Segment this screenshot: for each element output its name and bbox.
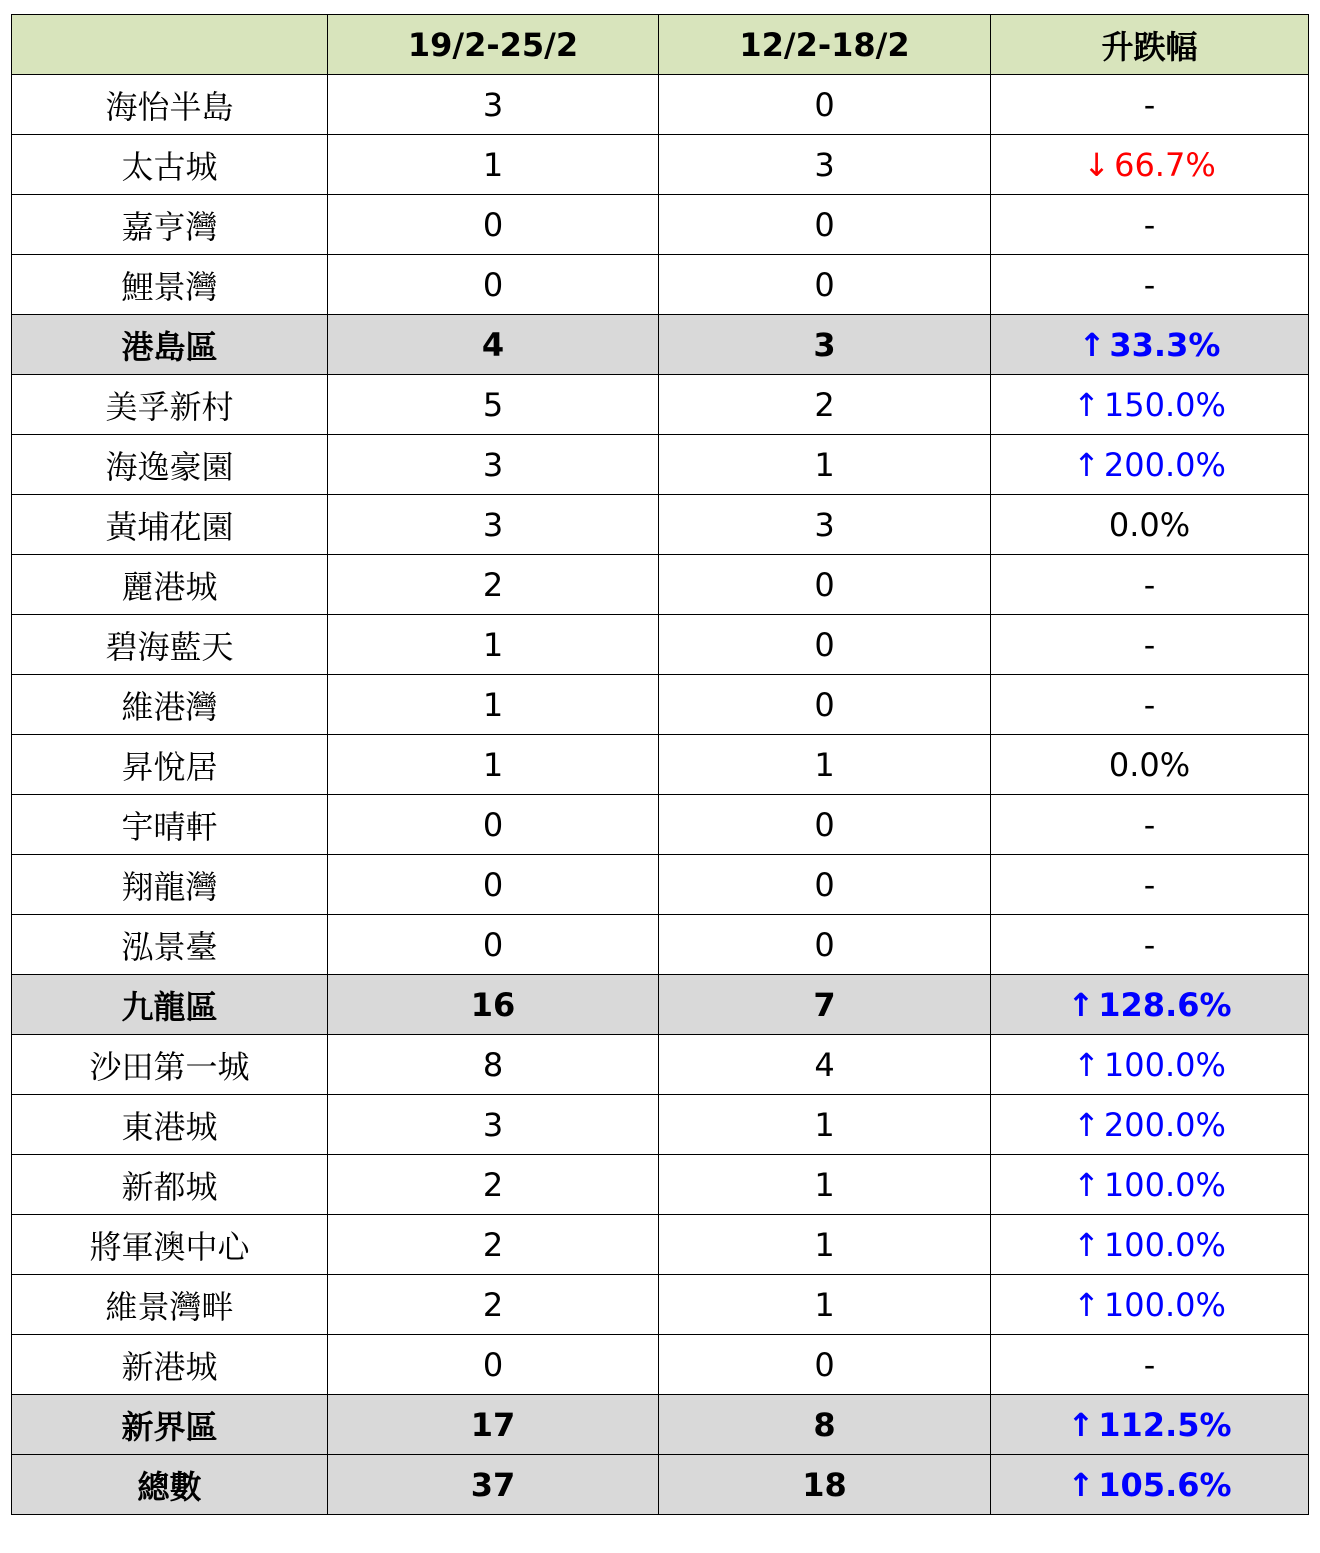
current-week-count: 5 [328, 375, 659, 435]
estate-name: 將軍澳中心 [12, 1215, 328, 1275]
change-value: - [1143, 205, 1156, 244]
change-value: 150.0% [1103, 385, 1226, 424]
previous-week-count: 1 [659, 1095, 991, 1155]
change-cell [991, 1035, 1309, 1095]
arrow-up-icon: ↑ [1073, 445, 1100, 484]
arrow-up-icon: ↑ [1073, 385, 1100, 424]
current-week-count: 1 [328, 615, 659, 675]
current-week-count: 1 [328, 135, 659, 195]
change-value: - [1143, 1345, 1156, 1384]
change-cell [991, 75, 1309, 135]
current-week-count: 3 [328, 75, 659, 135]
previous-week-count: 0 [659, 1335, 991, 1395]
change-value: 100.0% [1103, 1285, 1226, 1324]
current-week-count: 0 [328, 855, 659, 915]
arrow-up-icon: ↑ [1067, 1465, 1095, 1504]
current-week-count: 0 [328, 195, 659, 255]
change-cell [991, 615, 1309, 675]
previous-week-count: 0 [659, 255, 991, 315]
previous-week-count: 2 [659, 375, 991, 435]
estate-name: 新界區 [12, 1395, 328, 1455]
table-row [12, 435, 1309, 495]
previous-week-count: 1 [659, 735, 991, 795]
arrow-up-icon: ↑ [1073, 1105, 1100, 1144]
previous-week-count: 3 [659, 315, 991, 375]
current-week-count: 3 [328, 495, 659, 555]
current-week-count: 2 [328, 1155, 659, 1215]
estate-name: 嘉亨灣 [12, 195, 328, 255]
header-previous-week: 12/2-18/2 [659, 15, 991, 75]
arrow-up-icon: ↑ [1073, 1225, 1100, 1264]
table-body [12, 75, 1309, 1515]
previous-week-count: 3 [659, 135, 991, 195]
change-value: - [1143, 265, 1156, 304]
change-cell [991, 735, 1309, 795]
estate-name: 新都城 [12, 1155, 328, 1215]
change-value: 128.6% [1098, 985, 1232, 1024]
arrow-up-icon: ↑ [1073, 1045, 1100, 1084]
table-row [12, 75, 1309, 135]
estate-name: 麗港城 [12, 555, 328, 615]
estate-name: 黃埔花園 [12, 495, 328, 555]
current-week-count: 1 [328, 675, 659, 735]
table-row [12, 495, 1309, 555]
estate-name: 總數 [12, 1455, 328, 1515]
change-cell [991, 1215, 1309, 1275]
change-cell [991, 795, 1309, 855]
change-cell [991, 195, 1309, 255]
previous-week-count: 0 [659, 555, 991, 615]
change-value: - [1143, 925, 1156, 964]
previous-week-count: 0 [659, 75, 991, 135]
change-cell [991, 315, 1309, 375]
table-header [12, 15, 1309, 75]
table-row [12, 1155, 1309, 1215]
change-cell [991, 1095, 1309, 1155]
table-row [12, 675, 1309, 735]
previous-week-count: 0 [659, 915, 991, 975]
change-value: 200.0% [1103, 445, 1226, 484]
change-cell [991, 495, 1309, 555]
estate-name: 翔龍灣 [12, 855, 328, 915]
change-cell [991, 1155, 1309, 1215]
transactions-table [11, 14, 1309, 1515]
subtotal-row [12, 1455, 1309, 1515]
previous-week-count: 1 [659, 1275, 991, 1335]
estate-name: 港島區 [12, 315, 328, 375]
arrow-up-icon: ↑ [1073, 1165, 1100, 1204]
change-value: 100.0% [1103, 1225, 1226, 1264]
current-week-count: 3 [328, 1095, 659, 1155]
estate-name: 海怡半島 [12, 75, 328, 135]
previous-week-count: 4 [659, 1035, 991, 1095]
estate-name: 海逸豪園 [12, 435, 328, 495]
change-cell [991, 915, 1309, 975]
arrow-down-icon: ↓ [1083, 145, 1111, 184]
change-value: 105.6% [1098, 1465, 1232, 1504]
current-week-count: 0 [328, 915, 659, 975]
table-row [12, 915, 1309, 975]
arrow-up-icon: ↑ [1078, 325, 1106, 364]
previous-week-count: 0 [659, 615, 991, 675]
table-row [12, 1095, 1309, 1155]
previous-week-count: 1 [659, 1155, 991, 1215]
change-cell [991, 1455, 1309, 1515]
change-value: - [1143, 865, 1156, 904]
change-value: 112.5% [1098, 1405, 1232, 1444]
current-week-count: 2 [328, 1275, 659, 1335]
arrow-up-icon: ↑ [1067, 985, 1095, 1024]
change-value: - [1143, 805, 1156, 844]
previous-week-count: 7 [659, 975, 991, 1035]
table-row [12, 735, 1309, 795]
current-week-count: 2 [328, 1215, 659, 1275]
change-cell [991, 135, 1309, 195]
change-cell [991, 555, 1309, 615]
estate-name: 維港灣 [12, 675, 328, 735]
current-week-count: 4 [328, 315, 659, 375]
table-row [12, 135, 1309, 195]
change-cell [991, 255, 1309, 315]
estate-name: 昇悅居 [12, 735, 328, 795]
table-row [12, 195, 1309, 255]
estate-name: 宇晴軒 [12, 795, 328, 855]
estate-name: 沙田第一城 [12, 1035, 328, 1095]
change-cell [991, 1275, 1309, 1335]
change-value: - [1143, 565, 1156, 604]
previous-week-count: 0 [659, 795, 991, 855]
previous-week-count: 1 [659, 435, 991, 495]
current-week-count: 0 [328, 1335, 659, 1395]
estate-name: 太古城 [12, 135, 328, 195]
current-week-count: 2 [328, 555, 659, 615]
arrow-up-icon: ↑ [1073, 1285, 1100, 1324]
current-week-count: 8 [328, 1035, 659, 1095]
subtotal-row [12, 315, 1309, 375]
change-value: - [1143, 625, 1156, 664]
change-value: 100.0% [1103, 1165, 1226, 1204]
change-cell [991, 1395, 1309, 1455]
current-week-count: 16 [328, 975, 659, 1035]
current-week-count: 0 [328, 255, 659, 315]
table-row [12, 1215, 1309, 1275]
table-row [12, 795, 1309, 855]
change-value: 0.0% [1108, 745, 1191, 784]
change-value: 100.0% [1103, 1045, 1226, 1084]
change-cell [991, 1335, 1309, 1395]
change-cell [991, 675, 1309, 735]
current-week-count: 3 [328, 435, 659, 495]
change-value: - [1143, 685, 1156, 724]
estate-name: 東港城 [12, 1095, 328, 1155]
change-value: 66.7% [1114, 145, 1216, 184]
estate-name: 碧海藍天 [12, 615, 328, 675]
table-row [12, 855, 1309, 915]
header-change: 升跌幅 [991, 15, 1309, 75]
table-row [12, 375, 1309, 435]
current-week-count: 17 [328, 1395, 659, 1455]
estate-name: 維景灣畔 [12, 1275, 328, 1335]
current-week-count: 1 [328, 735, 659, 795]
header-current-week: 19/2-25/2 [328, 15, 659, 75]
previous-week-count: 0 [659, 855, 991, 915]
previous-week-count: 0 [659, 675, 991, 735]
estate-name: 美孚新村 [12, 375, 328, 435]
previous-week-count: 18 [659, 1455, 991, 1515]
header-estate [12, 15, 328, 75]
table-row [12, 555, 1309, 615]
change-value: 200.0% [1103, 1105, 1226, 1144]
previous-week-count: 3 [659, 495, 991, 555]
table-row [12, 1335, 1309, 1395]
change-value: 0.0% [1108, 505, 1191, 544]
change-cell [991, 435, 1309, 495]
previous-week-count: 0 [659, 195, 991, 255]
change-cell [991, 855, 1309, 915]
estate-name: 泓景臺 [12, 915, 328, 975]
change-value: - [1143, 85, 1156, 124]
change-cell [991, 375, 1309, 435]
table-row [12, 1035, 1309, 1095]
current-week-count: 0 [328, 795, 659, 855]
estate-name: 九龍區 [12, 975, 328, 1035]
previous-week-count: 8 [659, 1395, 991, 1455]
table-row [12, 255, 1309, 315]
change-value: 33.3% [1109, 325, 1221, 364]
header-row [12, 15, 1309, 75]
table-row [12, 615, 1309, 675]
change-cell [991, 975, 1309, 1035]
arrow-up-icon: ↑ [1067, 1405, 1095, 1444]
current-week-count: 37 [328, 1455, 659, 1515]
subtotal-row [12, 1395, 1309, 1455]
previous-week-count: 1 [659, 1215, 991, 1275]
estate-name: 新港城 [12, 1335, 328, 1395]
subtotal-row [12, 975, 1309, 1035]
table-row [12, 1275, 1309, 1335]
estate-name: 鯉景灣 [12, 255, 328, 315]
